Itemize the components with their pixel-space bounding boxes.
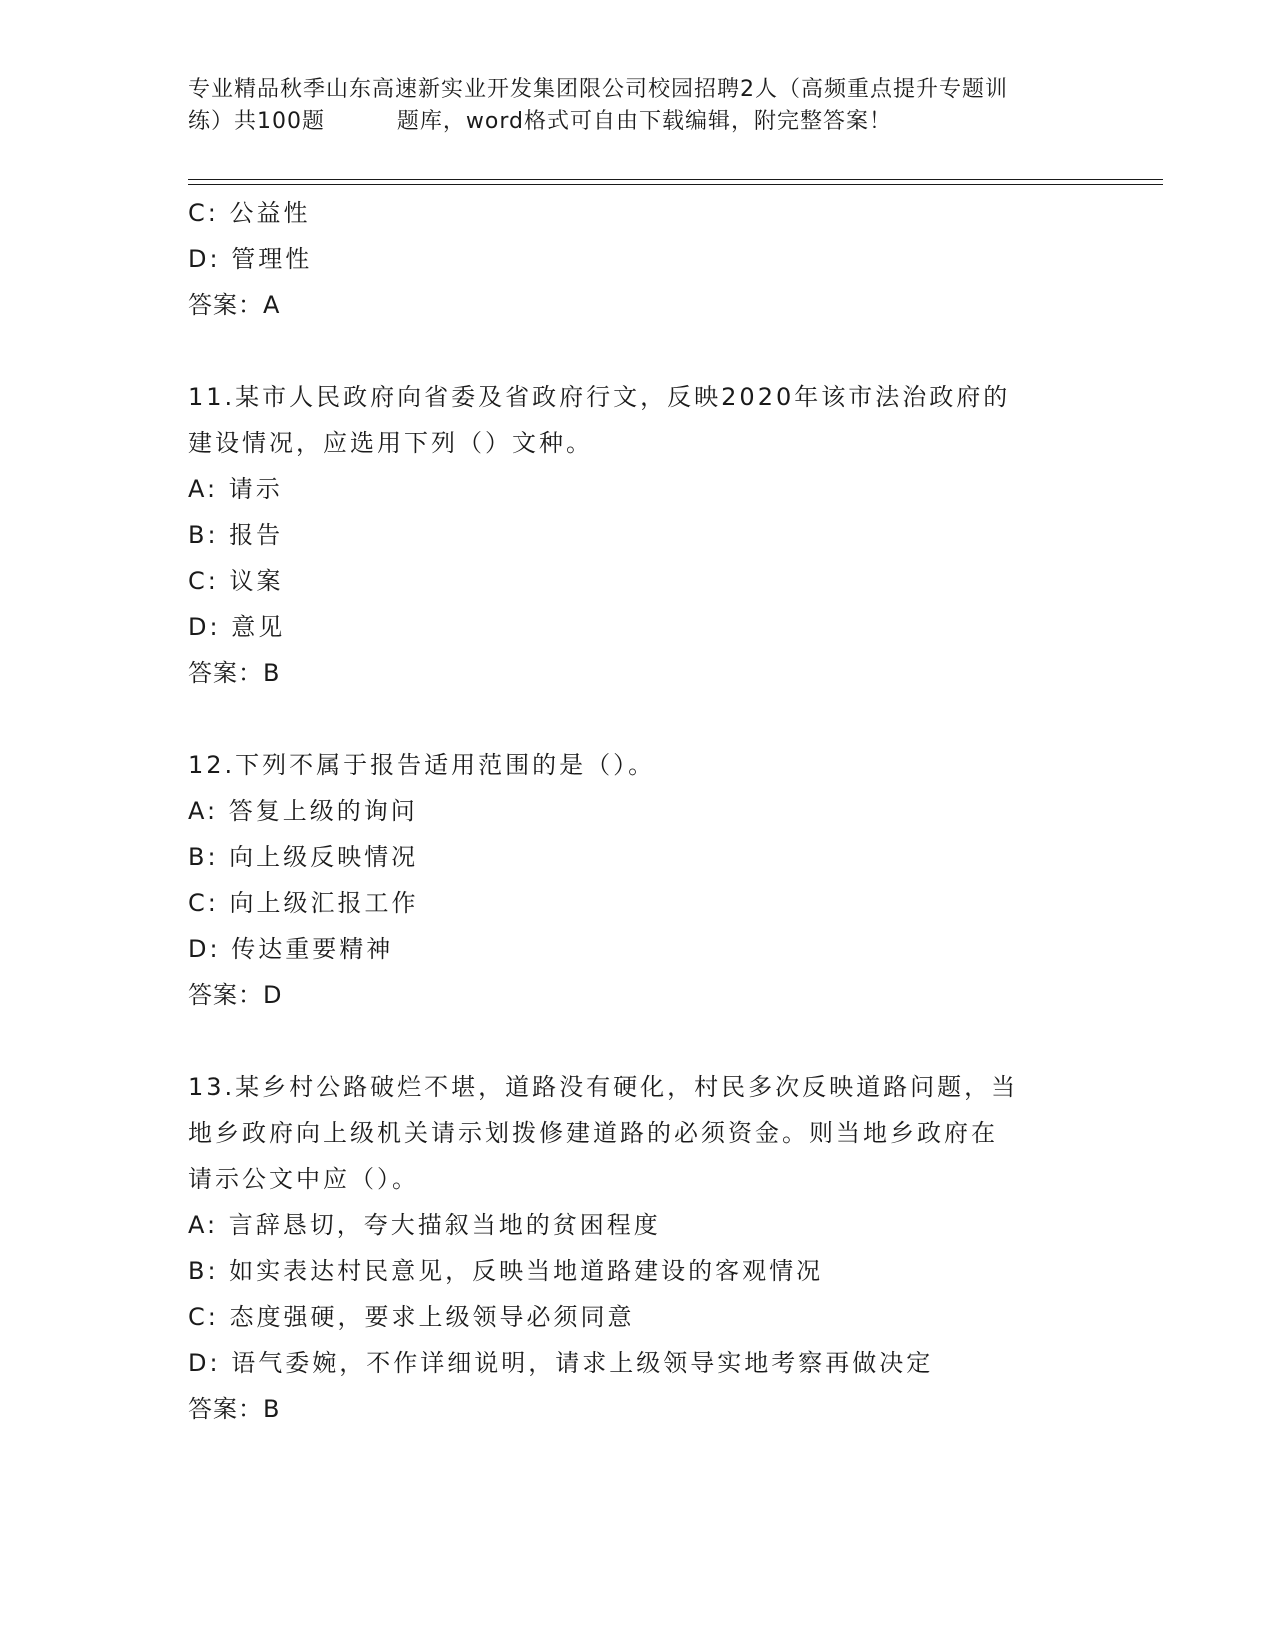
question-stem-line: 地乡政府向上级机关请示划拨修建道路的必须资金。则当地乡政府在 xyxy=(188,1119,998,1147)
option-b: B: 报告 xyxy=(188,521,284,549)
question-stem-line: 请示公文中应（）。 xyxy=(188,1165,419,1193)
question-stem-line: 12.下列不属于报告适用范围的是（）。 xyxy=(188,751,656,779)
header-title-line-2: 练）共100题 题库，word格式可自由下载编辑，附完整答案！ xyxy=(188,109,893,134)
answer-line: 答案：B xyxy=(188,659,281,687)
answer-line: 答案：B xyxy=(188,1395,281,1423)
question-stem-line: 建设情况，应选用下列（）文种。 xyxy=(188,429,593,457)
option-d: D: 管理性 xyxy=(188,245,313,273)
page-header xyxy=(188,74,1108,138)
option-c: C: 议案 xyxy=(188,567,284,595)
spacer xyxy=(188,328,1188,374)
question-content xyxy=(188,190,1188,1432)
spacer xyxy=(188,1018,1188,1064)
question-stem-line: 11.某市人民政府向省委及省政府行文，反映2020年该市法治政府的 xyxy=(188,383,1011,411)
question-10-continuation xyxy=(188,190,1188,328)
question-stem-line: 13.某乡村公路破烂不堪，道路没有硬化，村民多次反映道路问题，当 xyxy=(188,1073,1019,1101)
option-c: C: 向上级汇报工作 xyxy=(188,889,419,917)
option-c: C: 公益性 xyxy=(188,199,311,227)
option-a: A: 请示 xyxy=(188,475,283,503)
answer-line: 答案：A xyxy=(188,291,281,319)
header-divider-top xyxy=(188,179,1163,180)
question-11 xyxy=(188,374,1188,696)
spacer xyxy=(188,696,1188,742)
option-c: C: 态度强硬，要求上级领导必须同意 xyxy=(188,1303,635,1331)
option-a: A: 答复上级的询问 xyxy=(188,797,418,825)
answer-line: 答案：D xyxy=(188,981,283,1009)
option-b: B: 向上级反映情况 xyxy=(188,843,419,871)
header-divider-bottom xyxy=(188,184,1163,185)
option-b: B: 如实表达村民意见，反映当地道路建设的客观情况 xyxy=(188,1257,824,1285)
option-d: D: 意见 xyxy=(188,613,286,641)
option-d: D: 传达重要精神 xyxy=(188,935,394,963)
question-12 xyxy=(188,742,1188,1018)
question-13 xyxy=(188,1064,1188,1432)
header-title-line-1: 专业精品秋季山东高速新实业开发集团限公司校园招聘2人（高频重点提升专题训 xyxy=(188,77,1008,102)
option-d: D: 语气委婉，不作详细说明，请求上级领导实地考察再做决定 xyxy=(188,1349,934,1377)
option-a: A: 言辞恳切，夸大描叙当地的贫困程度 xyxy=(188,1211,661,1239)
